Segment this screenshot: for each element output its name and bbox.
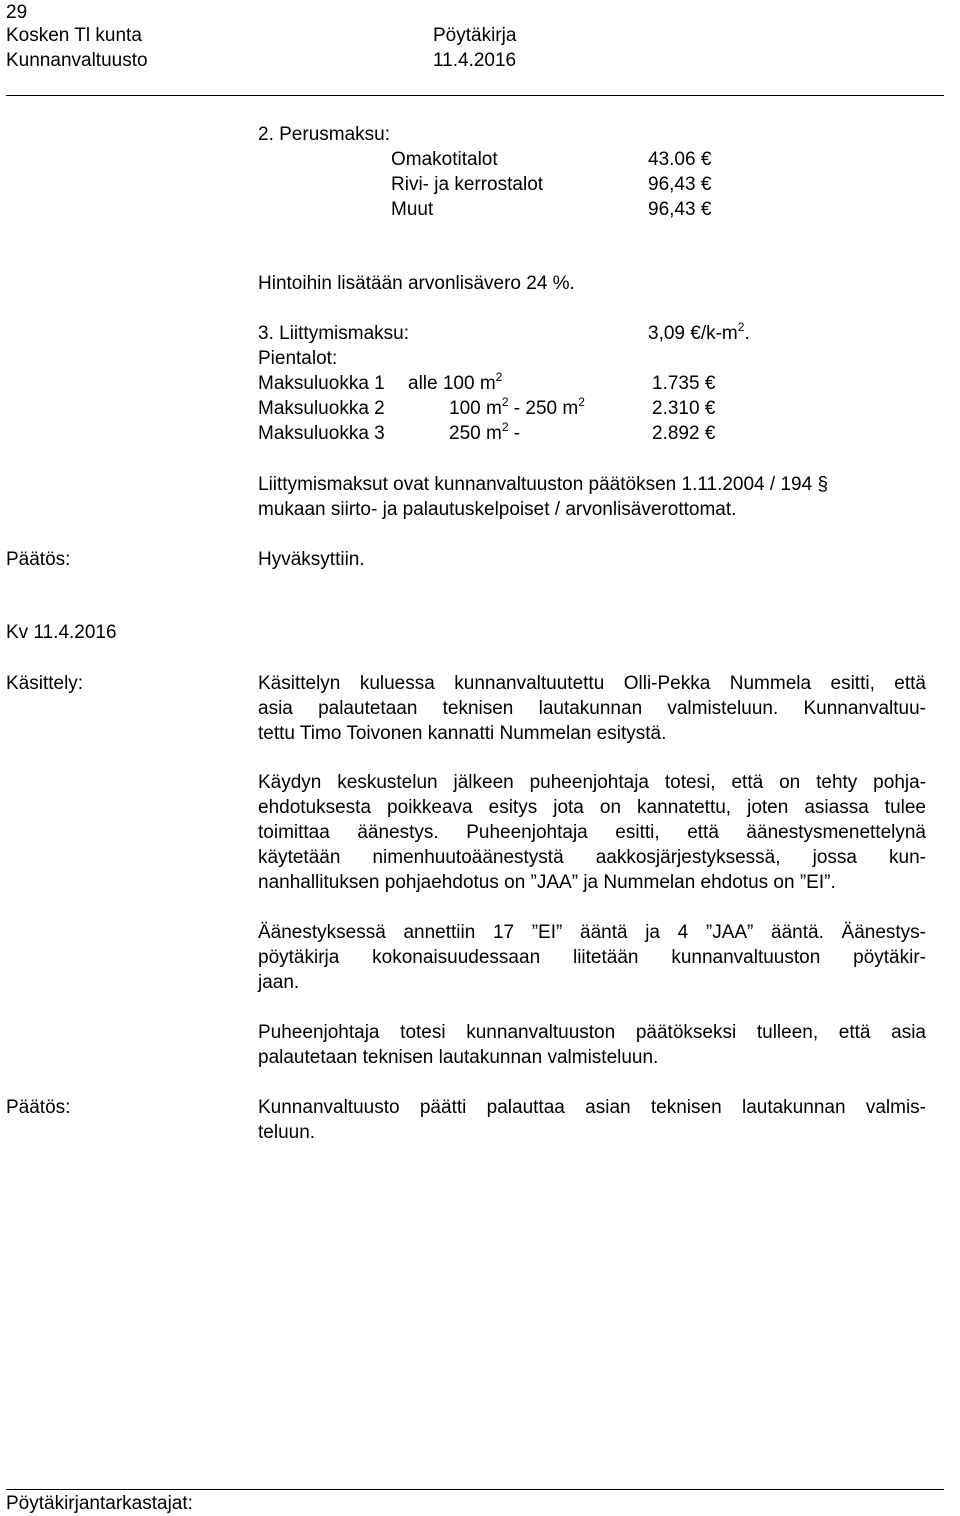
paragraph-line: toimittaa äänestys. Puheenjohtaja esitti, että äänestysmenettelynä [258,822,926,843]
organization-name: Kosken Tl kunta [6,25,142,46]
paragraph-line: palautetaan teknisen lautakunnan valmisteluun. [258,1047,659,1068]
perusmaksu-value: 43.06 € [648,149,712,170]
pientalot-heading: Pientalot: [258,348,338,369]
kasittely-paragraph [258,671,926,746]
class-range [408,371,502,396]
kasittely-paragraph [258,920,926,995]
paragraph-line: jaan. [258,972,300,993]
paragraph-line: tettu Timo Toivonen kannatti Nummelan esitystä. [258,723,667,744]
paragraph-line: ehdotuksesta poikkeava esitys jota on kannatettu, joten asiassa tulee [258,797,926,818]
perusmaksu-label: Muut [391,199,434,220]
kasittely-paragraph [258,1020,926,1070]
paragraph-line: nanhallituksen pohjaehdotus on ”JAA” ja Nummelan ehdotus on ”EI”. [258,872,836,893]
perusmaksu-heading: 2. Perusmaksu: [258,124,390,145]
header-divider [6,95,944,96]
paragraph-line: asia palautetaan teknisen lautakunnan valmisteluun. Kunnanvaltuu- [258,698,926,719]
page-number: 29 [6,2,28,23]
perusmaksu-label: Rivi- ja kerrostalot [391,174,544,195]
decision-label: Päätös: [6,1097,71,1118]
range-part: alle 100 m [408,373,496,394]
range-superscript: 2 [495,370,503,384]
paragraph-line: pöytäkirja kokonaisuudessaan liitetään kunnanvaltuuston pöytäkir- [258,947,926,968]
perusmaksu-value: 96,43 € [648,174,712,195]
paragraph-line: käytetään nimenhuutoäänestystä aakkosjärjestyksessä, jossa kun- [258,847,926,868]
paragraph-line: Kunnanvaltuusto päätti palauttaa asian teknisen lautakunnan valmis- [258,1097,926,1118]
paragraph-line: Käsittelyn kuluessa kunnanvaltuutettu Olli-Pekka Nummela esitti, että [258,673,926,694]
document-type: Pöytäkirja [433,25,517,46]
class-range [449,396,585,421]
class-name: Maksuluokka 3 [258,423,385,444]
vat-note: Hintoihin lisätään arvonlisävero 24 %. [258,273,575,294]
rate-end: . [744,323,750,344]
footer-divider [6,1489,944,1490]
range-part: - [508,423,521,444]
range-superscript: 2 [501,420,509,434]
paragraph-line: Puheenjohtaja totesi kunnanvaltuuston päätökseksi tulleen, että asia [258,1022,926,1043]
kasittely-label: Käsittely: [6,673,84,694]
liittymismaksu-note: Liittymismaksut ovat kunnanvaltuuston päätöksen 1.11.2004 / 194 § [258,474,829,495]
rate-superscript: 2 [737,320,745,334]
range-superscript: 2 [501,395,509,409]
range-superscript: 2 [578,395,585,409]
class-price: 1.735 € [652,373,716,394]
decision-text: Hyväksyttiin. [258,549,365,570]
class-name: Maksuluokka 2 [258,398,385,419]
paragraph-line: Käydyn keskustelun jälkeen puheenjohtaja totesi, että on tehty pohja- [258,772,926,793]
liittymismaksu-note: mukaan siirto- ja palautuskelpoiset / arvonlisäverottomat. [258,499,737,520]
class-price: 2.310 € [652,398,716,419]
range-part: - 250 m [508,398,579,419]
range-part: 250 m [449,423,502,444]
perusmaksu-value: 96,43 € [648,199,712,220]
paragraph-line: Äänestyksessä annettiin 17 ”EI” ääntä ja 4 ”JAA” ääntä. Äänestys- [258,922,926,943]
body-name: Kunnanvaltuusto [6,50,148,71]
range-part: 100 m [449,398,502,419]
kasittely-paragraph [258,770,926,895]
rate-value: 3,09 €/k-m [648,323,738,344]
decision-text [258,1095,926,1145]
kv-heading: Kv 11.4.2016 [6,622,117,643]
class-price: 2.892 € [652,423,716,444]
paragraph-line: teluun. [258,1122,316,1143]
class-range [449,421,520,446]
meeting-date: 11.4.2016 [433,50,517,71]
liittymismaksu-heading: 3. Liittymismaksu: [258,323,409,344]
liittymismaksu-rate [648,321,750,346]
class-name: Maksuluokka 1 [258,373,385,394]
perusmaksu-label: Omakotitalot [391,149,498,170]
footer-label: Pöytäkirjantarkastajat: [6,1493,193,1514]
decision-label: Päätös: [6,549,71,570]
